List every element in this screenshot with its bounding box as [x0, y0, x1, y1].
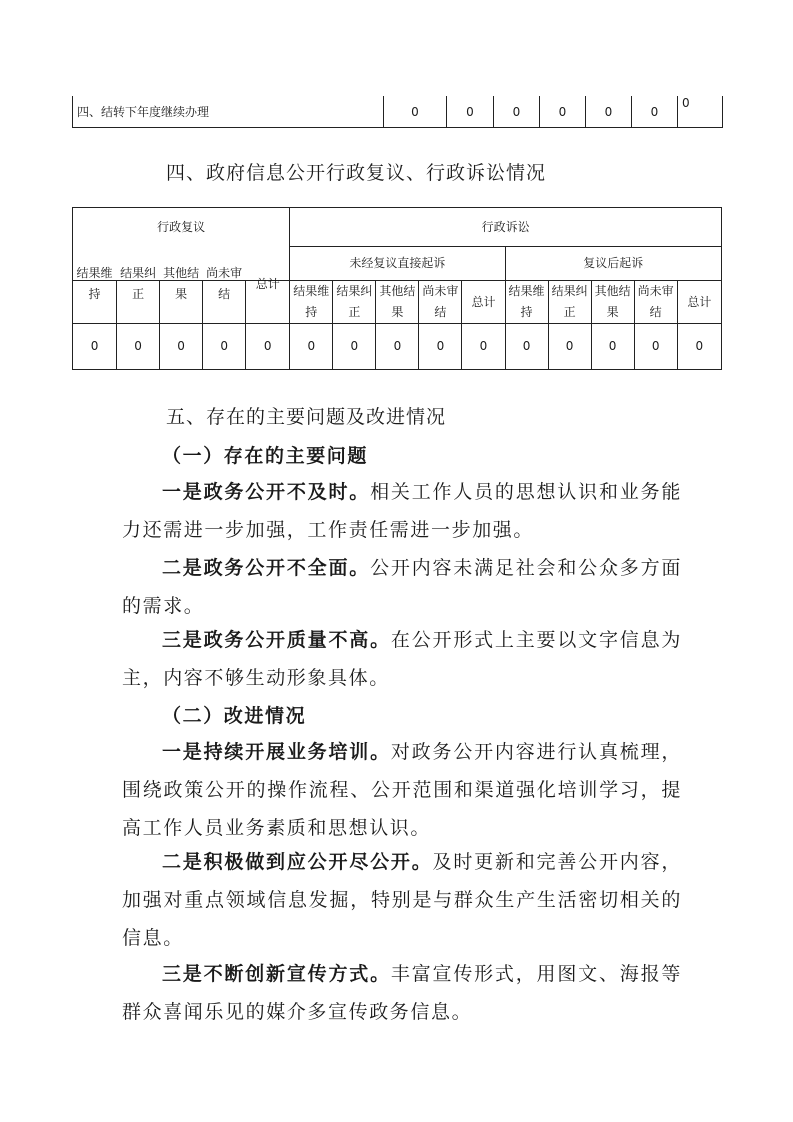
- carry-over-value: 0: [632, 96, 678, 128]
- value-cell: 0: [160, 324, 203, 370]
- direct-col-header: 尚未审结: [419, 281, 462, 324]
- value-cell: 0: [591, 324, 634, 370]
- review-col-header: 尚未审结: [203, 263, 246, 306]
- carry-over-row: [73, 96, 723, 128]
- paragraph-lead: 三是不断创新宣传方式。: [162, 963, 391, 985]
- value-cell: 0: [634, 324, 677, 370]
- review-litigation-table: [72, 207, 722, 370]
- review-col-header: 总计: [246, 263, 290, 306]
- value-cell: 0: [246, 324, 290, 370]
- review-col-header: 其他结果: [160, 263, 203, 306]
- litigation-header: 行政诉讼: [290, 208, 722, 247]
- value-cell: 0: [73, 324, 117, 370]
- paragraph-improvement-2: [122, 843, 682, 957]
- value-cell: 0: [203, 324, 246, 370]
- value-cell: 0: [677, 324, 721, 370]
- review-col-header: 结果纠正: [117, 263, 160, 306]
- paragraph-lead: 二是政务公开不全面。: [162, 557, 371, 579]
- paragraph-problem-3: [122, 621, 682, 697]
- direct-col-header: 其他结果: [376, 281, 419, 324]
- subsection-problems: （一）存在的主要问题: [162, 445, 369, 467]
- value-cell: 0: [333, 324, 376, 370]
- carry-over-value: 0: [447, 96, 494, 128]
- paragraph-text: 相关工作人员的思想认识和业务能力还需进一步加强，工作责任需进一步加强。: [122, 481, 682, 541]
- section5-title: 五、存在的主要问题及改进情况: [166, 406, 447, 428]
- paragraph-text: 丰富宣传形式，用图文、海报等群众喜闻乐见的媒介多宣传政务信息。: [122, 963, 682, 1023]
- value-cell: 0: [419, 324, 462, 370]
- after-col-header: 结果维持: [505, 281, 548, 324]
- value-cell: 0: [548, 324, 591, 370]
- paragraph-problem-2: [122, 549, 682, 625]
- value-cell: 0: [505, 324, 548, 370]
- value-cell: 0: [290, 324, 333, 370]
- after-col-header: 其他结果: [591, 281, 634, 324]
- after-col-header: 尚未审结: [634, 281, 677, 324]
- review-header: 行政复议: [73, 208, 290, 281]
- direct-suit-header: 未经复议直接起诉: [290, 247, 505, 281]
- carry-over-label: 四、结转下年度继续办理: [73, 96, 384, 128]
- carry-over-table: [72, 96, 723, 128]
- paragraph-text: 及时更新和完善公开内容，加强对重点领域信息发掘，特别是与群众生产生活密切相关的信息。: [122, 851, 683, 949]
- carry-over-value: 0: [384, 96, 447, 128]
- value-cell: 0: [376, 324, 419, 370]
- section4-title: 四、政府信息公开行政复议、行政诉讼情况: [166, 162, 547, 184]
- carry-over-value: 0: [540, 96, 586, 128]
- subsection-improvements: （二）改进情况: [162, 705, 307, 727]
- review-col-header: 结果维持: [73, 263, 117, 306]
- paragraph-lead: 一是政务公开不及时。: [162, 481, 371, 503]
- direct-col-header: 总计: [462, 281, 505, 324]
- paragraph-lead: 二是积极做到应公开尽公开。: [162, 851, 433, 873]
- direct-col-header: 结果维持: [290, 281, 333, 324]
- after-review-header: 复议后起诉: [505, 247, 722, 281]
- value-cell: 0: [462, 324, 505, 370]
- paragraph-problem-1: [122, 473, 682, 549]
- after-col-header: 结果纠正: [548, 281, 591, 324]
- direct-col-header: 结果纠正: [333, 281, 376, 324]
- paragraph-text: 对政务公开内容进行认真梳理，围绕政策公开的操作流程、公开范围和渠道强化培训学习，提高工作人员业务素质和思想认识。: [122, 741, 682, 839]
- paragraph-text: 公开内容未满足社会和公众多方面的需求。: [122, 557, 682, 617]
- carry-over-value: 0: [494, 96, 540, 128]
- paragraph-improvement-3: [122, 955, 682, 1031]
- paragraph-lead: 一是持续开展业务培训。: [162, 741, 391, 763]
- paragraph-text: 在公开形式上主要以文字信息为主，内容不够生动形象具体。: [122, 629, 682, 689]
- carry-over-value: 0: [678, 96, 723, 128]
- value-cell: 0: [117, 324, 160, 370]
- paragraph-lead: 三是政务公开质量不高。: [162, 629, 391, 651]
- paragraph-improvement-1: [122, 733, 682, 847]
- after-col-header: 总计: [677, 281, 721, 324]
- carry-over-value: 0: [586, 96, 632, 128]
